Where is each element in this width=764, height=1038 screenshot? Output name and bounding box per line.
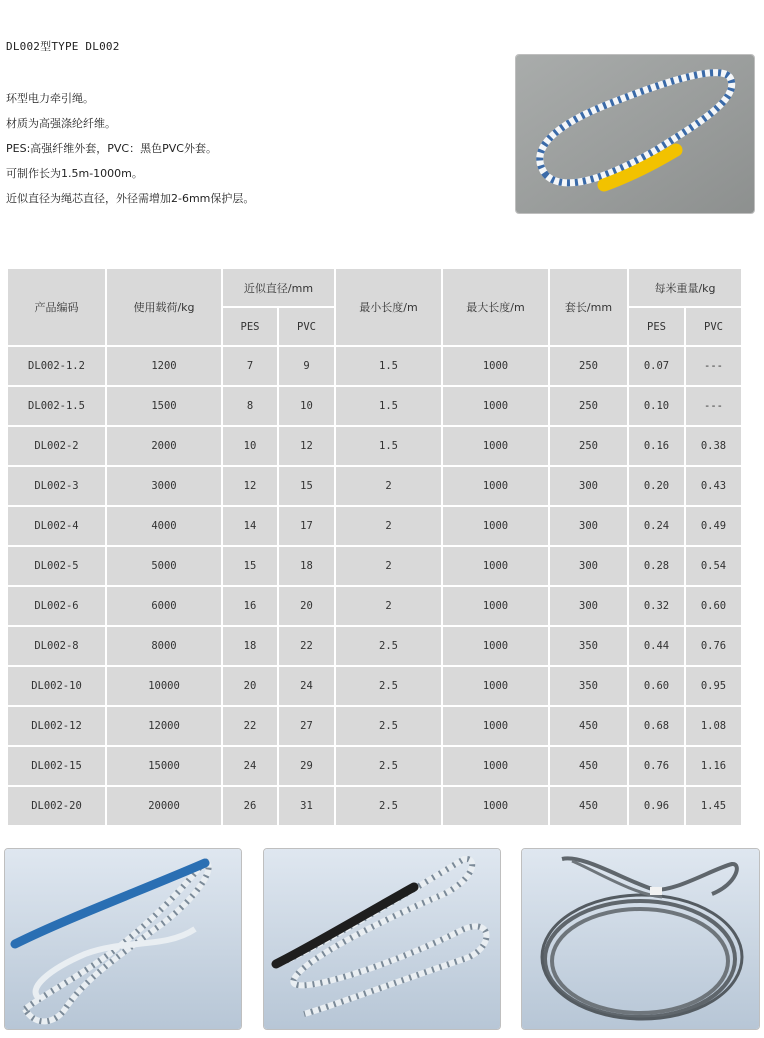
header-weight-per-meter: 每米重量/kg [629,269,741,306]
cell-max-length: 1000 [443,787,548,825]
cell-working-load: 10000 [107,667,221,705]
cell-product-code: DL002-4 [8,507,105,545]
cell-diameter-pes: 18 [223,627,277,665]
table-row [8,387,741,425]
cell-diameter-pvc: 31 [279,787,334,825]
cell-diameter-pes: 22 [223,707,277,745]
cell-diameter-pvc: 29 [279,747,334,785]
cell-working-load: 6000 [107,587,221,625]
table-row [8,667,741,705]
cell-weight-pvc: 0.95 [686,667,741,705]
product-description [6,86,254,211]
header-diameter-pvc: PVC [279,308,334,345]
cell-working-load: 20000 [107,787,221,825]
cell-working-load: 15000 [107,747,221,785]
header-max-length: 最大长度/m [443,269,548,345]
description-line: 可制作长为1.5m-1000m。 [6,167,143,180]
table-row [8,787,741,825]
cell-weight-pes: 0.24 [629,507,684,545]
cell-diameter-pvc: 27 [279,707,334,745]
cell-diameter-pvc: 15 [279,467,334,505]
cell-product-code: DL002-1.5 [8,387,105,425]
cell-working-load: 3000 [107,467,221,505]
cell-diameter-pes: 8 [223,387,277,425]
cell-product-code: DL002-20 [8,787,105,825]
cell-working-load: 8000 [107,627,221,665]
cell-diameter-pes: 24 [223,747,277,785]
cell-sleeve-length: 300 [550,587,627,625]
cell-min-length: 2 [336,587,441,625]
cell-weight-pes: 0.44 [629,627,684,665]
table-row [8,467,741,505]
cell-weight-pes: 0.96 [629,787,684,825]
cell-weight-pvc: 0.54 [686,547,741,585]
cell-sleeve-length: 350 [550,667,627,705]
header-weight-pvc: PVC [686,308,741,345]
cell-diameter-pvc: 24 [279,667,334,705]
header-weight-pes: PES [629,308,684,345]
cell-product-code: DL002-5 [8,547,105,585]
cell-max-length: 1000 [443,507,548,545]
cell-weight-pvc: 0.43 [686,467,741,505]
cell-weight-pes: 0.20 [629,467,684,505]
cell-weight-pvc: --- [686,347,741,385]
cell-sleeve-length: 300 [550,507,627,545]
cell-sleeve-length: 450 [550,747,627,785]
table-row [8,547,741,585]
cell-working-load: 1200 [107,347,221,385]
cell-weight-pvc: --- [686,387,741,425]
cell-weight-pes: 0.10 [629,387,684,425]
spec-table-body [8,347,741,825]
cell-max-length: 1000 [443,387,548,425]
product-photo-blue-sleeve [4,848,242,1030]
cell-weight-pes: 0.16 [629,427,684,465]
cell-sleeve-length: 300 [550,467,627,505]
cell-product-code: DL002-2 [8,427,105,465]
cell-product-code: DL002-8 [8,627,105,665]
cell-sleeve-length: 250 [550,387,627,425]
header-approx-diameter: 近似直径/mm [223,269,334,306]
header-min-length: 最小长度/m [336,269,441,345]
table-row [8,627,741,665]
cell-diameter-pvc: 17 [279,507,334,545]
cell-sleeve-length: 450 [550,787,627,825]
cell-sleeve-length: 300 [550,547,627,585]
cell-working-load: 4000 [107,507,221,545]
cell-sleeve-length: 250 [550,427,627,465]
cell-diameter-pes: 15 [223,547,277,585]
table-row [8,347,741,385]
cell-weight-pvc: 1.08 [686,707,741,745]
cell-diameter-pes: 26 [223,787,277,825]
cell-weight-pes: 0.07 [629,347,684,385]
table-row [8,747,741,785]
cell-max-length: 1000 [443,627,548,665]
cell-max-length: 1000 [443,427,548,465]
table-row [8,707,741,745]
cell-diameter-pvc: 22 [279,627,334,665]
cell-min-length: 2 [336,467,441,505]
cell-diameter-pvc: 9 [279,347,334,385]
cell-product-code: DL002-10 [8,667,105,705]
cell-weight-pes: 0.68 [629,707,684,745]
header-sleeve-length: 套长/mm [550,269,627,345]
cell-diameter-pes: 16 [223,587,277,625]
cell-min-length: 1.5 [336,427,441,465]
header-diameter-pes: PES [223,308,277,345]
cell-diameter-pvc: 20 [279,587,334,625]
cell-working-load: 12000 [107,707,221,745]
product-photo-black-sleeve [263,848,501,1030]
cell-working-load: 5000 [107,547,221,585]
table-row [8,507,741,545]
cell-max-length: 1000 [443,467,548,505]
cell-diameter-pes: 20 [223,667,277,705]
cell-max-length: 1000 [443,707,548,745]
cell-sleeve-length: 350 [550,627,627,665]
cell-max-length: 1000 [443,747,548,785]
cell-weight-pvc: 0.76 [686,627,741,665]
cell-min-length: 1.5 [336,347,441,385]
product-photo-grey-coil [521,848,760,1030]
cell-min-length: 2.5 [336,787,441,825]
cell-sleeve-length: 250 [550,347,627,385]
description-line: 环型电力牵引绳。 [6,92,94,105]
cell-max-length: 1000 [443,587,548,625]
cell-product-code: DL002-3 [8,467,105,505]
cell-weight-pvc: 1.45 [686,787,741,825]
header-working-load: 使用载荷/kg [107,269,221,345]
cell-min-length: 1.5 [336,387,441,425]
cell-weight-pvc: 0.38 [686,427,741,465]
cell-weight-pes: 0.32 [629,587,684,625]
cell-product-code: DL002-6 [8,587,105,625]
cell-min-length: 2.5 [336,667,441,705]
cell-diameter-pvc: 18 [279,547,334,585]
cell-sleeve-length: 450 [550,707,627,745]
cell-diameter-pes: 14 [223,507,277,545]
description-line: PES:高强纤维外套，PVC：黑色PVC外套。 [6,142,217,155]
product-photo-main [515,54,755,214]
cell-weight-pes: 0.60 [629,667,684,705]
cell-product-code: DL002-15 [8,747,105,785]
cell-diameter-pes: 10 [223,427,277,465]
cell-weight-pvc: 1.16 [686,747,741,785]
cell-weight-pes: 0.28 [629,547,684,585]
spec-table [6,267,743,827]
cell-min-length: 2.5 [336,707,441,745]
table-row [8,427,741,465]
header-product-code: 产品编码 [8,269,105,345]
cell-min-length: 2 [336,507,441,545]
cell-max-length: 1000 [443,347,548,385]
cell-weight-pes: 0.76 [629,747,684,785]
description-line: 材质为高强涤纶纤维。 [6,117,116,130]
cell-weight-pvc: 0.49 [686,507,741,545]
cell-min-length: 2 [336,547,441,585]
cell-working-load: 2000 [107,427,221,465]
cell-diameter-pvc: 12 [279,427,334,465]
cell-diameter-pes: 7 [223,347,277,385]
cell-max-length: 1000 [443,547,548,585]
cell-diameter-pes: 12 [223,467,277,505]
cell-min-length: 2.5 [336,627,441,665]
cell-weight-pvc: 0.60 [686,587,741,625]
table-row [8,587,741,625]
cell-product-code: DL002-1.2 [8,347,105,385]
cell-product-code: DL002-12 [8,707,105,745]
cell-max-length: 1000 [443,667,548,705]
product-title: DL002型TYPE DL002 [6,40,120,53]
description-line: 近似直径为绳芯直径，外径需增加2-6mm保护层。 [6,192,255,205]
cell-working-load: 1500 [107,387,221,425]
cell-diameter-pvc: 10 [279,387,334,425]
cell-min-length: 2.5 [336,747,441,785]
